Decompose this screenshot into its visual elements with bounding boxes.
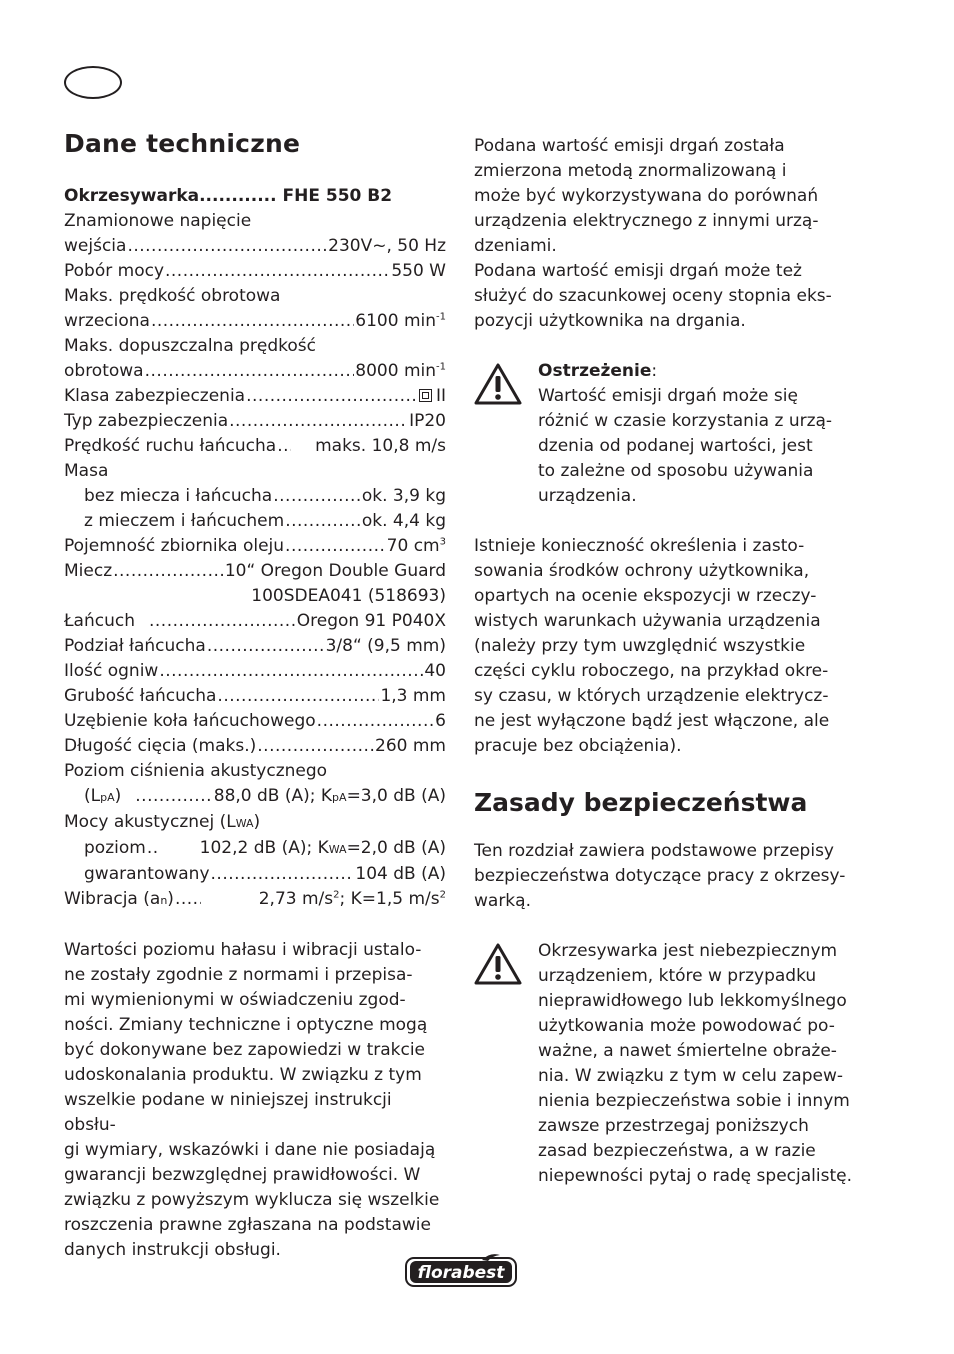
spec-voltage-label: Znamionowe napięcie [64,211,252,231]
spec-speed-label: Maks. prędkość obrotowa [64,286,281,306]
warning-title-line: Ostrzeżenie: [538,361,658,381]
vibration-paragraph: Podana wartość emisji drgań została zmierzona metodą znormalizowaną i może być wykorzystywana do porównań urządzenia elektrycznego z innymi urzą- dzeniami. Podana wartość emisji drgań może też służyć do szacunkowej oceny stopnia eks- pozycji użytkownika na drgania. [474,136,832,331]
protection-paragraph: Istnieje konieczność określenia i zasto- sowania środków ochrony użytkownika, opartych na ocenie ekspozycji w rzeczy- wistych warunkach używania urządzenia (należy przy tym uwzględnić wszystkie części cyklu roboczego, na przykład okre- sy czasu, w których urządzenie elektrycz- ne jest wyłączone bądź jest włączone, ale pracuje bez obciążenia). [474,536,830,756]
spec-mass-label: Masa [64,461,109,481]
noise-disclaimer-paragraph: Wartości poziomu hałasu i wibracji ustalo- ne zostały zgodnie z normami i przepisa- mi wymienionymi w oświadczeniu zgod- ności. Zmiany techniczne i optyczne mogą być dokonywane bez zapowiedzi w trakcie udoskonalania produktu. W związku z tym wszelkie podane w niniejszej instrukcji obsłu- gi wymiary, wskazówki i dane nie posiadają gwarancji bezwzględnej prawidłowości. W związku z powyższym wyklucza się wszelkie roszczenia prawne zgłaszana na podstawie danych instrukcji obsługi. [64,940,440,1260]
spec-row-oil: Pojemność zbiornika oleju ..... 70 $cm^3$ [64,534,446,559]
spec-title: Okrzesywarka............ FHE 550 B2 [64,186,393,206]
spec-row-mass1: bez miecza i łańcucha ..... ok. 3,9 kg [64,484,446,509]
spec-row-voltage: wejścia ..... 230V~, 50 Hz [64,234,446,259]
spec-power-ac-label: Mocy akustycznej (LWA) [64,812,261,832]
spec-row-guaranteed: gwarantowany ..... 104 dB (A) [64,862,446,887]
language-oval [64,66,122,99]
warning-triangle-icon [474,363,522,405]
warning-triangle-icon [474,943,522,985]
spec-row-mass2: z mieczem i łańcuchem ..... ok. 4,4 kg [64,509,446,534]
logo-text: florabest [417,1263,505,1283]
spec-row-pressure: (LpA) ..... 88,0 dB (A); KpA=3,0 dB (A) [64,784,446,810]
page-title: Dane techniczne [64,129,301,158]
spec-bar-value-2: 100SDEA041 (518693) [251,586,446,606]
spec-row-maxspeed: obrotowa ..... 8000 $\min^{-1}$ [64,359,446,384]
spec-row-chain: Łańcuch ..... Oregon 91 P040X [64,609,446,634]
spec-row-links: Ilość ogniw ..... 40 [64,659,446,684]
spec-row-cut: Długość cięcia (maks.) ..... 260 mm [64,734,446,759]
right-column [474,134,858,1189]
spec-list [64,209,446,913]
spec-row-bar: Miecz ..... 10“ Oregon Double Guard [64,559,446,584]
spec-row-gauge: Grubość łańcucha ..... 1,3 mm [64,684,446,709]
double-square-icon [419,389,432,402]
left-column [64,128,446,1263]
spec-row-protection: Typ zabezpieczenia ..... IP20 [64,409,446,434]
spec-pressure-label: Poziom ciśnienia akustycznego [64,761,328,781]
spec-row-level: poziom ..... 102,2 dB (A); KWA=2,0 dB (A) [64,836,446,862]
spec-row-chainspeed: Prędkość ruchu łańcucha ..... maks. 10,8 m/s [64,434,446,459]
warning-block-1: Ostrzeżenie: Wartość emisji drgań może się różnić w czasie korzystania z urzą- dzenia od podanej wartości, jest to zależne od sposobu używania urządzenia. [474,359,858,509]
spec-row-sprocket: Uzębienie koła łańcuchowego ..... 6 [64,709,446,734]
spec-row-vibration: Wibracja (an) ..... 2,73 $m/s^2$; K=1,5 $m/s^2$ [64,887,446,913]
spec-maxspeed-label: Maks. dopuszczalna prędkość [64,336,317,356]
florabest-logo [404,1252,518,1288]
warning-block-2: Okrzesywarka jest niebezpiecznym urządzeniem, które w przypadku nieprawidłowego lub lekkomyślnego użytkowania może powodować po- ważne, a nawet śmiertelne obraże- nia. W związku z tym w celu zapew- nienia bezpieczeństwa sobie i innym zawsze przestrzegaj poniższych zasad bezpieczeństwa, a w razie niepewności pytaj o radę specjalistę. [474,939,858,1189]
spec-row-power: Pobór mocy ..... 550 W [64,259,446,284]
spec-row-pitch: Podział łańcucha ..... 3/8“ (9,5 mm) [64,634,446,659]
safety-intro-paragraph: Ten rozdział zawiera podstawowe przepisy bezpieczeństwa dotyczące pracy z okrzesy- warką. [474,841,846,911]
spec-row-speed: wrzeciona ..... 6100 $\min^{-1}$ [64,309,446,334]
section-title-safety: Zasady bezpieczeństwa [474,788,808,817]
spec-row-class: Klasa zabezpieczenia ..... II [64,384,446,409]
